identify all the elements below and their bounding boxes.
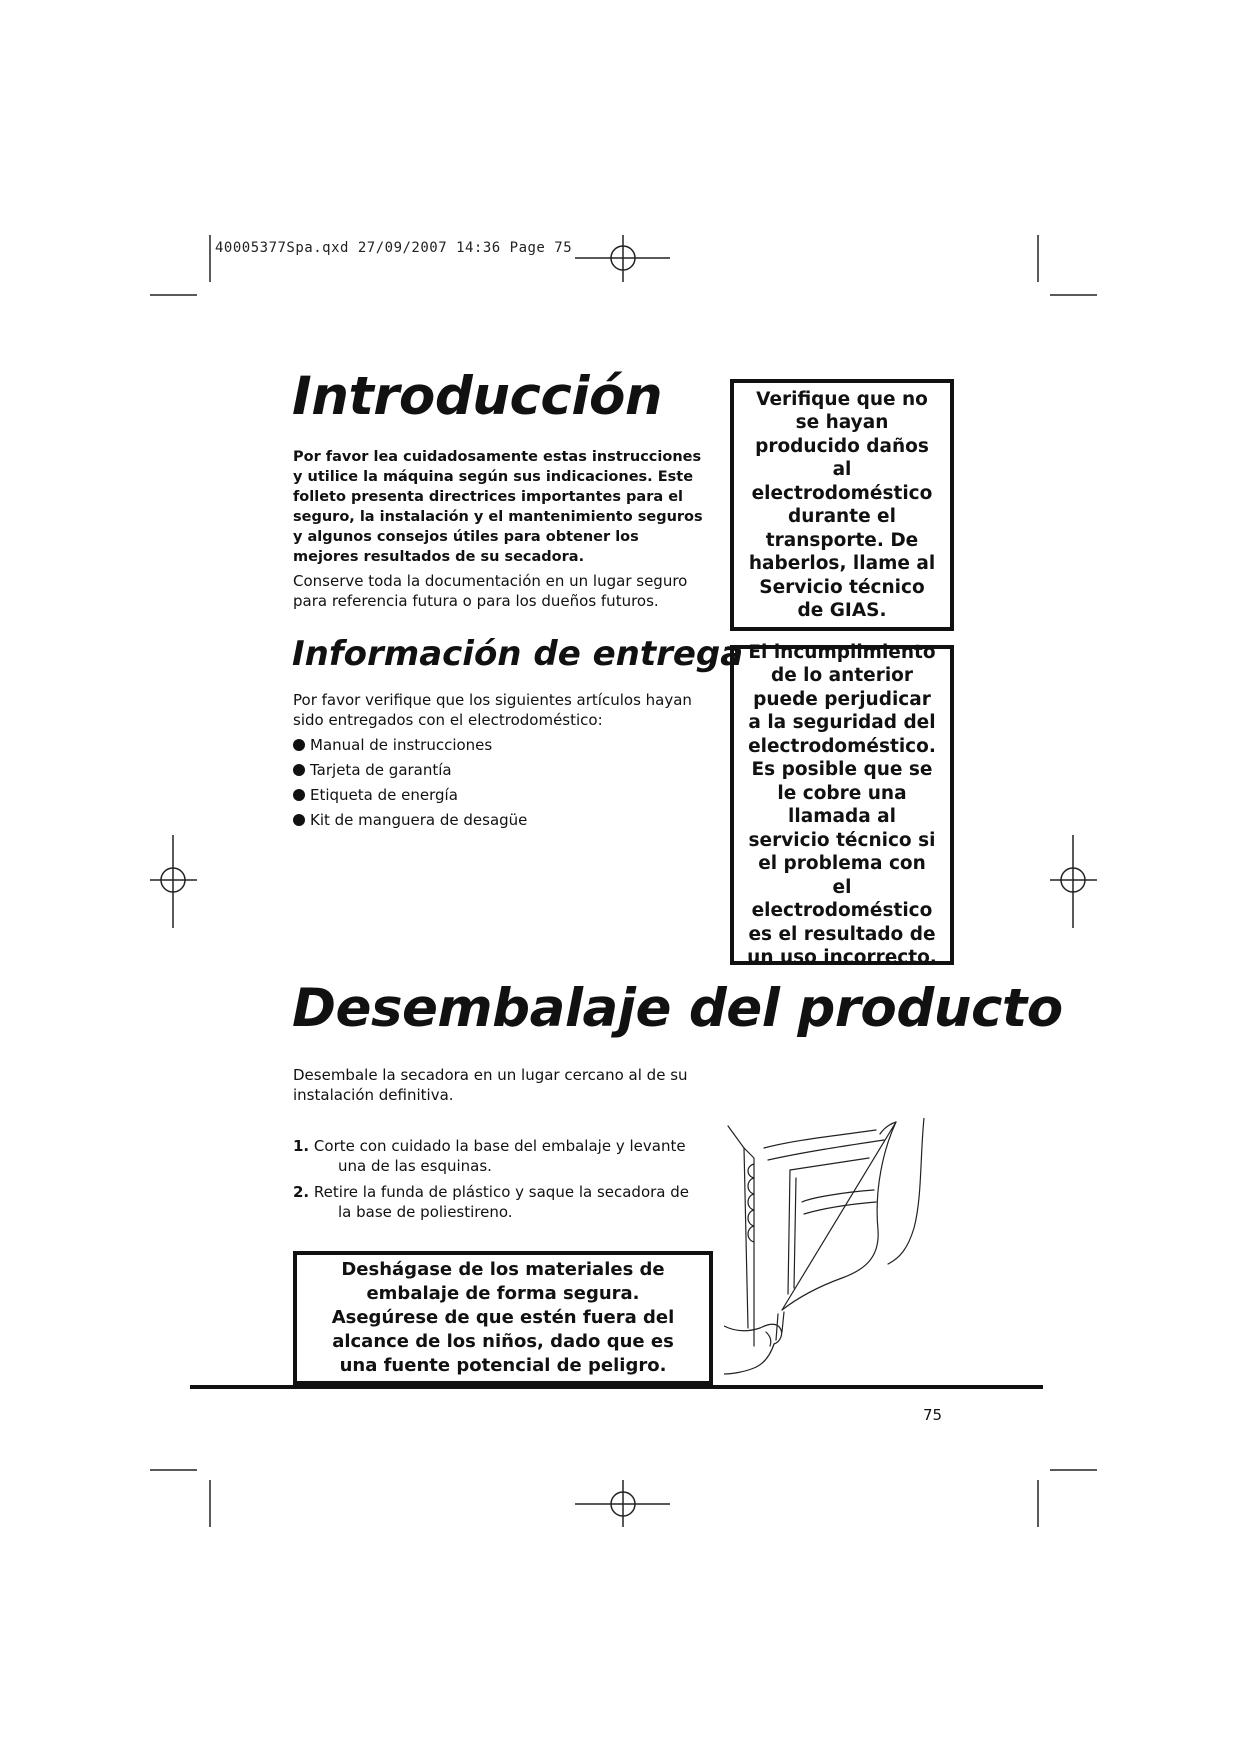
footer-rule — [190, 1385, 1043, 1389]
print-slug: 40005377Spa.qxd 27/09/2007 14:36 Page 75 — [215, 240, 573, 256]
delivery-title: Información de entrega — [292, 634, 744, 674]
unpacking-title: Desembalaje del producto — [292, 978, 1063, 1039]
list-item: Manual de instrucciones — [293, 735, 527, 760]
bullet-icon — [293, 789, 305, 801]
list-item: Kit de manguera de desagüe — [293, 810, 527, 835]
delivery-items-list — [293, 735, 527, 835]
list-item: Tarjeta de garantía — [293, 760, 527, 785]
safety-box — [293, 1251, 713, 1385]
bullet-icon — [293, 814, 305, 826]
dryer-unpacking-illustration — [724, 1118, 954, 1380]
intro-paragraph: Conserve toda la documentación en un lugar seguro para referencia futura o para los dueños futuros. — [293, 572, 688, 610]
list-item: 2. Retire la funda de plástico y saque la secadora de la base de poliestireno. — [293, 1183, 690, 1221]
bullet-icon — [293, 764, 305, 776]
list-item: Etiqueta de energía — [293, 785, 527, 810]
safety-box-text: Deshágase de los materiales de embalaje de forma segura. Asegúrese de que estén fuera del alcance de los niños, dado que es una fuente potencial de peligro. — [331, 1259, 675, 1376]
damage-check-text: Verifique que no se hayan producido daños al electrodoméstico durante el transporte. De haberlos, llame al Servicio técnico de GIAS. — [748, 388, 936, 621]
delivery-paragraph: Por favor verifique que los siguientes artículos hayan sido entregados con el electrodoméstico: — [293, 691, 692, 729]
intro-title: Introducción — [292, 366, 663, 427]
bullet-icon — [293, 739, 305, 751]
non-compliance-box — [730, 641, 954, 968]
list-item: 1. Corte con cuidado la base del embalaje y levante una de las esquinas. — [293, 1137, 686, 1175]
unpacking-paragraph: Desembale la secadora en un lugar cercano al de su instalación definitiva. — [293, 1066, 688, 1104]
intro-bold-paragraph: Por favor lea cuidadosamente estas instrucciones y utilice la máquina según sus indicaciones. Este folleto presenta directrices importantes para el seguro, la instalación y el mantenimiento seguros y algunos consejos útiles para obtener los mejores resultados de su secadora. — [293, 449, 703, 565]
damage-check-box — [730, 379, 954, 631]
unpacking-steps — [293, 1136, 703, 1228]
page-number: 75 — [923, 1406, 943, 1424]
non-compliance-text: El incumplimiento de lo anterior puede perjudicar a la seguridad del electrodoméstico. Es posible que se le cobre una llamada al servicio técnico si el problema con el electrodoméstico es el resultado de un uso incorrecto. — [747, 641, 937, 968]
